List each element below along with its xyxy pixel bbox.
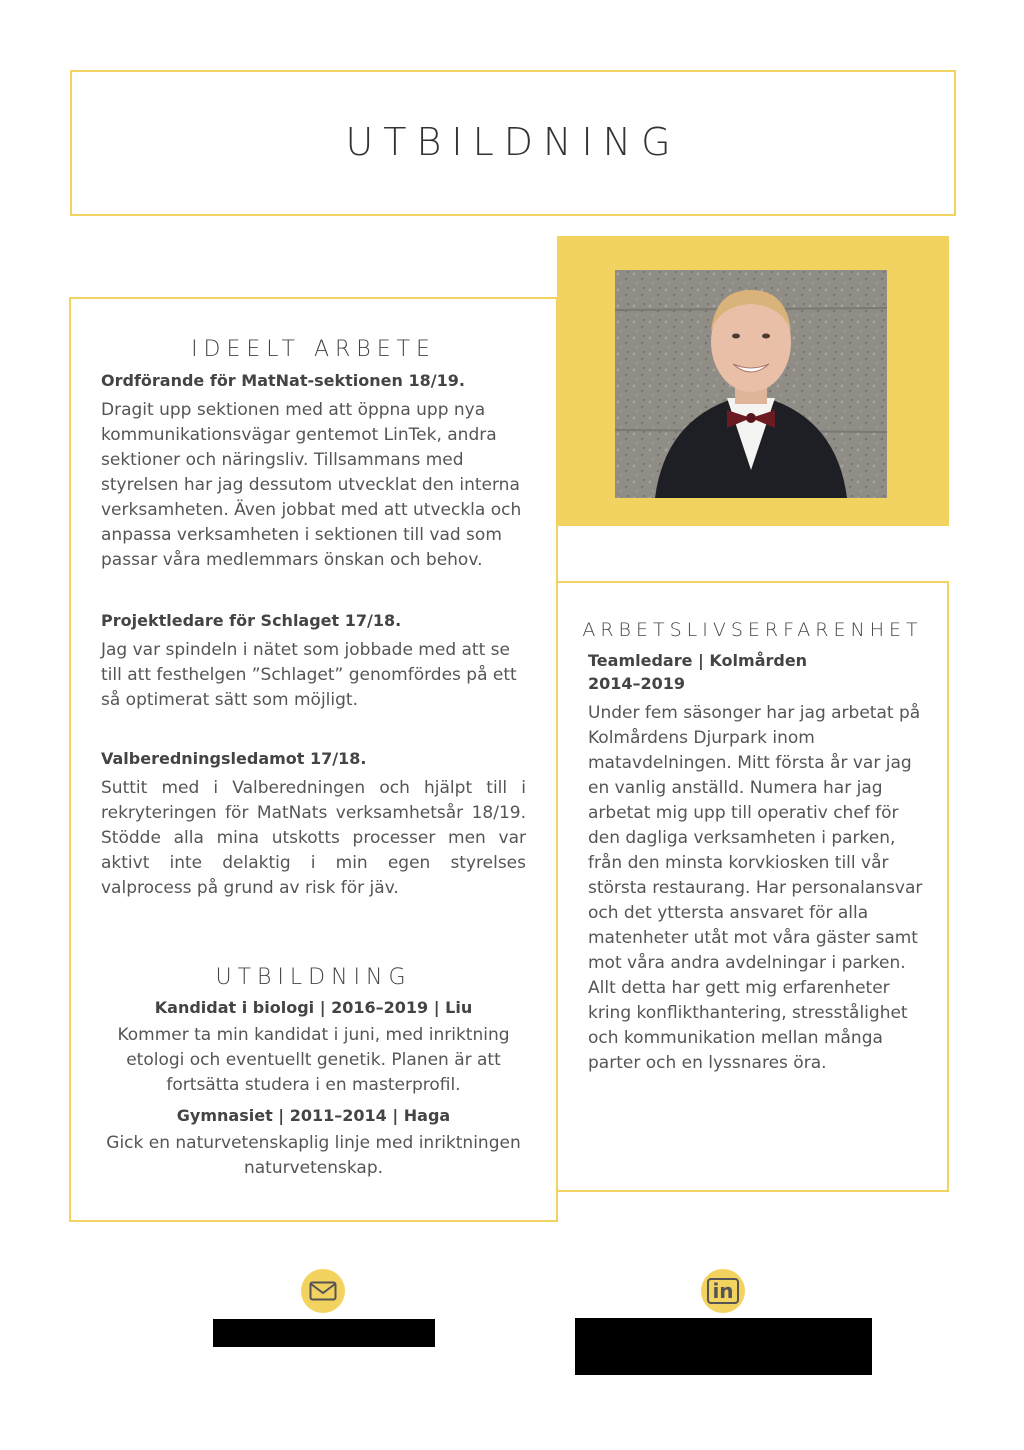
role-title: Ordförande för MatNat-sektionen 18/19. <box>101 371 465 390</box>
education-heading: UTBILDNING <box>215 965 412 990</box>
role-text: Suttit med i Valberedningen och hjälpt till i rekryteringen för MatNats verksamhetsår 18/19. Stödde alla mina utskotts processer men var aktivt inte delaktig i min egen styrelses valprocess på grund av risk för jäv. <box>101 778 526 898</box>
job-years: 2014–2019 <box>588 674 686 693</box>
education-text: Gick en naturvetenskaplig linje med inriktningen naturvetenskap. <box>106 1133 521 1178</box>
envelope-icon[interactable] <box>301 1269 345 1313</box>
photo-frame <box>557 236 949 526</box>
linkedin-redacted <box>575 1318 872 1375</box>
linkedin-icon[interactable] <box>701 1269 745 1313</box>
education-text: Kommer ta min kandidat i juni, med inriktning etologi och eventuellt genetik. Planen är att fortsätta studera i en masterprofil. <box>117 1025 510 1095</box>
left-panel <box>69 297 558 1222</box>
role-title: Projektledare för Schlaget 17/18. <box>101 611 402 630</box>
right-panel <box>556 581 949 1192</box>
job-text: Under fem säsonger har jag arbetat på Kolmårdens Djurpark inom matavdelningen. Mitt första år var jag en vanlig anställd. Numera har jag arbetat mig upp till operativ chef för den dagliga verksamheten i parken, från den minsta korvkiosken till vår största restaurang. Har personalansvar och det yttersta ansvaret för alla matenheter utåt mot våra gäster samt mot våra andra avdelningar i parken. Allt detta har gett mig erfarenheter kring konflikthantering, stresstålighet och kommunikation mellan många parter och en lyssnares öra. <box>588 703 923 1073</box>
profile-photo <box>615 270 887 498</box>
page-title: UTBILDNING <box>345 120 681 164</box>
email-redacted <box>213 1319 435 1347</box>
education-title: Gymnasiet | 2011–2014 | Haga <box>176 1106 451 1125</box>
role-text: Jag var spindeln i nätet som jobbade med att se till att festhelgen ”Schlaget” genomfördes på ett så optimerat sätt som möjligt. <box>101 640 517 710</box>
volunteer-heading: IDEELT ARBETE <box>191 337 436 362</box>
work-heading: ARBETSLIVSERFARENHET <box>582 619 923 641</box>
role-title: Valberedningsledamot 17/18. <box>101 749 367 768</box>
header-box <box>70 70 956 216</box>
volunteer-section <box>101 371 526 901</box>
job-title: Teamledare | Kolmården <box>588 651 808 670</box>
role-text: Dragit upp sektionen med att öppna upp nya kommunikationsvägar gentemot LinTek, andra sektioner och näringsliv. Tillsammans med styrelsen har jag dessutom utvecklat den interna verksamheten. Även jobbat med att utveckla och anpassa verksamheten i sektionen till vad som passar våra medlemmars önskan och behov. <box>101 400 522 570</box>
work-section <box>588 651 923 1076</box>
education-section <box>101 965 526 1181</box>
education-title: Kandidat i biologi | 2016–2019 | Liu <box>154 998 473 1017</box>
linkedin-glyph: in <box>707 1278 738 1304</box>
